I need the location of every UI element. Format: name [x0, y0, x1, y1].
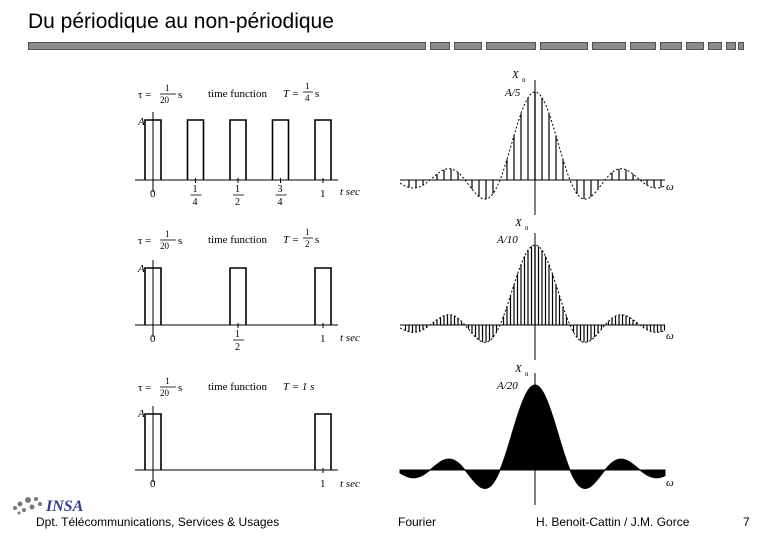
panel-1-tau-label: τ =	[138, 89, 152, 101]
panel-1-spectrum-label: X	[512, 69, 519, 81]
time-tick-label: 0	[150, 478, 156, 490]
time-tick-label: 1	[320, 188, 326, 200]
panel-1-freq-axis-label: ω	[666, 181, 674, 193]
panel-2-period-label: T =	[283, 234, 300, 246]
panel-2-spectrum-subscript: n	[525, 224, 529, 232]
pulse	[315, 268, 331, 325]
panel-3-spectrum-subscript: n	[525, 370, 529, 378]
time-tick-den: 4	[192, 197, 198, 208]
panel-2-tau-den: 20	[160, 241, 169, 251]
panel-1-period-den: 4	[305, 93, 310, 103]
plot-traces	[135, 80, 665, 505]
time-tick-den: 2	[235, 197, 240, 208]
panel-1-amplitude-label: A	[138, 116, 145, 128]
footer-authors: H. Benoit-Cattin / J.M. Gorce	[536, 515, 690, 529]
panel-3-tau-num: 1	[165, 376, 170, 386]
pulse	[230, 268, 246, 325]
pulse	[230, 120, 246, 180]
panel-1-period-unit: s	[315, 88, 320, 100]
panel-3-spectrum-amplitude: A/20	[497, 380, 518, 392]
panel-3-freq-axis-label: ω	[666, 477, 674, 489]
panel-2-freq-axis-label: ω	[666, 330, 674, 342]
footer-department: Dpt. Télécommunications, Services & Usages	[36, 515, 280, 529]
panel-3-tau-label: τ =	[138, 382, 152, 394]
time-tick-label: 0	[150, 333, 156, 345]
panel-2-function-label: time function	[208, 234, 267, 246]
time-tick-num: 1	[235, 184, 240, 195]
panel-1-period-label: T =	[283, 88, 300, 100]
time-tick-den: 2	[235, 342, 240, 353]
panel-3-time-axis-label: t sec	[340, 478, 360, 490]
time-tick-labels	[150, 184, 326, 490]
insa-logo-text: INSA	[46, 498, 84, 515]
panel-3-amplitude-label: A	[138, 408, 145, 420]
panel-3-period-label: T = 1 s	[283, 381, 315, 393]
time-tick-den: 4	[277, 197, 283, 208]
panel-1	[135, 80, 665, 215]
slide-title: Du périodique au non-périodique	[28, 10, 334, 33]
panel-2-time-axis-label: t sec	[340, 332, 360, 344]
time-tick-label: 0	[150, 188, 156, 200]
panel-2-period-den: 2	[305, 239, 310, 249]
time-tick-label: 1	[320, 478, 326, 490]
time-tick-num: 3	[277, 184, 283, 195]
sinc-envelope	[400, 92, 665, 199]
panel-2-tau-num: 1	[165, 229, 170, 239]
panel-2-spectrum-label: X	[515, 217, 522, 229]
panel-1-period-num: 1	[305, 81, 310, 91]
pulse	[315, 414, 331, 470]
panel-1-time-axis-label: t sec	[340, 186, 360, 198]
panel-1-tau-den: 20	[160, 95, 169, 105]
continuous-spectrum	[400, 385, 665, 489]
pulse	[188, 120, 204, 180]
panel-1-tau-unit: s	[178, 89, 183, 101]
panel-1-tau-num: 1	[165, 83, 170, 93]
panel-2-amplitude-label: A	[138, 263, 145, 275]
panel-2-tau-label: τ =	[138, 235, 152, 247]
panel-2-spectrum-amplitude: A/10	[497, 234, 518, 246]
panel-2-period-unit: s	[315, 234, 320, 246]
time-tick-label: 1	[320, 333, 326, 345]
panel-2-period-num: 1	[305, 227, 310, 237]
panel-2	[135, 233, 665, 360]
panel-3-tau-unit: s	[178, 382, 183, 394]
panel-3-tau-den: 20	[160, 388, 169, 398]
panel-1-function-label: time function	[208, 88, 267, 100]
panel-3-function-label: time function	[208, 381, 267, 393]
panel-1-labels	[137, 69, 674, 198]
panel-1-spectrum-subscript: n	[522, 76, 526, 84]
footer-topic: Fourier	[398, 515, 437, 529]
panel-3-spectrum-label: X	[515, 363, 522, 375]
page-number: 7	[743, 515, 750, 529]
time-tick-num: 1	[192, 184, 198, 195]
sinc-envelope	[400, 245, 665, 342]
panel-2-tau-unit: s	[178, 235, 183, 247]
pulse	[315, 120, 331, 180]
time-tick-num: 1	[235, 329, 240, 340]
panel-1-spectrum-amplitude: A/5	[505, 87, 521, 99]
pulse	[273, 120, 289, 180]
